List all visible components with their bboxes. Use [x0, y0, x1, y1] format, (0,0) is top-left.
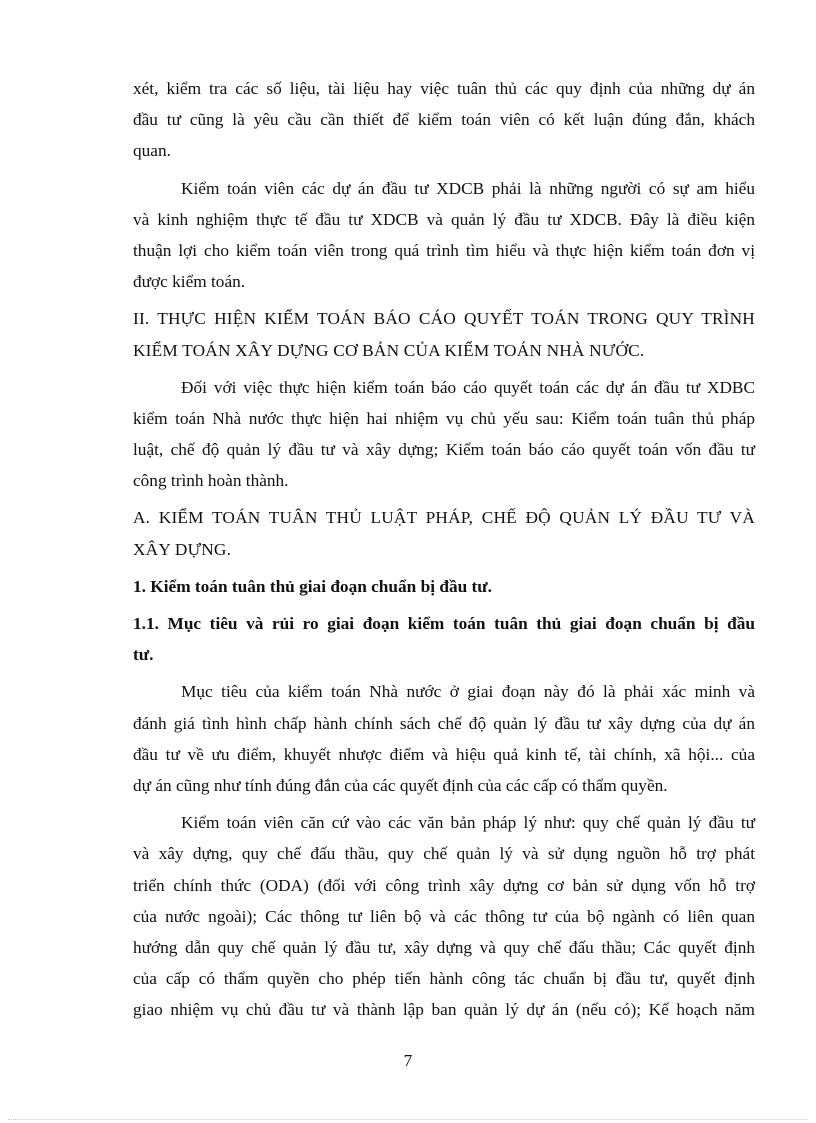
text-line: Kiểm toán viên căn cứ vào các văn bản pháp lý như: quy chế quản lý đầu tư	[181, 813, 755, 833]
section-heading-ii	[133, 303, 755, 365]
page-number: 7	[403, 1051, 413, 1070]
text-line: luật, chế độ quản lý đầu tư và xây dựng; Kiểm toán báo cáo quyết toán vốn đầu tư	[133, 440, 755, 460]
text-line: đánh giá tình hình chấp hành chính sách chế độ quản lý đầu tư xây dựng của dự án	[133, 713, 755, 733]
text-line: giao nhiệm vụ chủ đầu tư và thành lập ban quản lý dự án (nếu có); Kế hoạch năm	[133, 1000, 755, 1020]
paragraph-audit-tasks	[133, 372, 755, 497]
text-line: được kiểm toán.	[133, 272, 246, 292]
text-line: đầu tư về ưu điểm, khuyết nhược điểm và hiệu quả kinh tế, tài chính, xã hội... của	[133, 744, 755, 764]
heading-line: A. KIỂM TOÁN TUÂN THỦ LUẬT PHÁP, CHẾ ĐỘ QUẢN LÝ ĐẦU TƯ VÀ	[133, 508, 755, 528]
text-line: và kinh nghiệm thực tế đầu tư XDCB và quản lý đầu tư XDCB. Đây là điều kiện	[133, 209, 755, 229]
paragraph-intro-continuation	[133, 73, 755, 167]
heading-line: KIỂM TOÁN XÂY DỰNG CƠ BẢN CỦA KIỂM TOÁN NHÀ NƯỚC.	[133, 340, 645, 360]
text-line: Kiểm toán viên các dự án đầu tư XDCB phải là những người có sự am hiểu	[181, 178, 755, 198]
text-line: kiểm toán Nhà nước thực hiện hai nhiệm vụ chủ yếu sau: Kiểm toán tuân thủ pháp	[133, 408, 755, 428]
text-line: quan.	[133, 141, 171, 161]
heading-line: 1. Kiểm toán tuân thủ giai đoạn chuẩn bị đầu tư.	[133, 576, 492, 596]
page-content	[133, 73, 755, 1031]
text-line: và xây dựng, quy chế đấu thầu, quy chế quản lý và sử dụng nguồn hỗ trợ phát	[133, 844, 755, 864]
paragraph-auditor-requirements	[133, 173, 755, 298]
heading-line: II. THỰC HIỆN KIỂM TOÁN BÁO CÁO QUYẾT TOÁN TRONG QUY TRÌNH	[133, 309, 755, 329]
paragraph-legal-basis	[133, 807, 755, 1025]
text-line: Mục tiêu của kiểm toán Nhà nước ở giai đoạn này đó là phải xác minh và	[181, 682, 755, 702]
subsection-heading-1	[133, 571, 755, 602]
heading-line: XÂY DỰNG.	[133, 539, 232, 559]
text-line: hướng dẫn quy chế quản lý đầu tư, xây dựng và quy chế đấu thầu; Các quyết định	[133, 937, 755, 957]
text-line: công trình hoàn thành.	[133, 471, 289, 491]
section-heading-a	[133, 502, 755, 564]
page-bottom-divider	[8, 1119, 808, 1120]
text-line: triển chính thức (ODA) (đối với công trình xây dựng cơ bản sử dụng vốn hỗ trợ	[133, 875, 755, 895]
heading-line: 1.1. Mục tiêu và rủi ro giai đoạn kiểm toán tuân thủ giai đoạn chuẩn bị đầu	[133, 614, 755, 633]
text-line: thuận lợi cho kiểm toán viên trong quá trình tìm hiểu và thực hiện kiểm toán đơn vị	[133, 240, 755, 260]
paragraph-audit-objective	[133, 676, 755, 801]
text-line: của cấp có thẩm quyền cho phép tiến hành công tác chuẩn bị đầu tư, quyết định	[133, 969, 755, 989]
text-line: Đối với việc thực hiện kiểm toán báo cáo quyết toán các dự án đầu tư XDBC	[181, 377, 755, 397]
text-line: dự án cũng như tính đúng đắn của các quyết định của các cấp có thẩm quyền.	[133, 775, 668, 795]
heading-line: tư.	[133, 645, 154, 665]
text-line: đầu tư cũng là yêu cầu cần thiết để kiểm toán viên có kết luận đúng đắn, khách	[133, 110, 755, 130]
subsection-heading-1-1	[133, 608, 755, 670]
text-line: xét, kiểm tra các số liệu, tài liệu hay việc tuân thủ các quy định của những dự án	[133, 79, 755, 98]
text-line: của nước ngoài); Các thông tư liên bộ và các thông tư của bộ ngành có liên quan	[133, 906, 755, 926]
